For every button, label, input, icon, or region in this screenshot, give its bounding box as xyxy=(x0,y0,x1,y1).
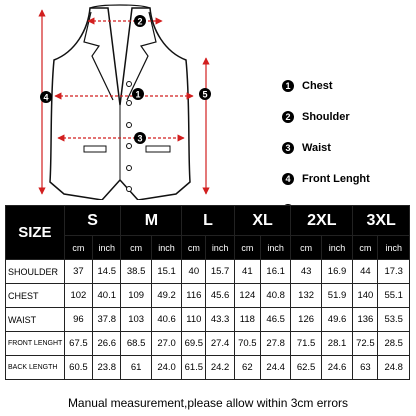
table-cell: 126 xyxy=(291,308,321,332)
table-cell: 40.8 xyxy=(260,284,290,308)
row-label: BACK LENGTH xyxy=(6,356,65,380)
size-header-l: L xyxy=(182,206,234,236)
unit-inch: inch xyxy=(206,236,234,260)
unit-cm: cm xyxy=(121,236,151,260)
row-label: SHOULDER xyxy=(6,260,65,284)
table-cell: 136 xyxy=(353,308,378,332)
table-cell: 55.1 xyxy=(378,284,410,308)
marker-chest: 1 xyxy=(135,89,141,100)
row-label: CHEST xyxy=(6,284,65,308)
table-cell: 44 xyxy=(353,260,378,284)
unit-inch: inch xyxy=(321,236,352,260)
table-cell: 24.4 xyxy=(260,356,290,380)
table-cell: 62.5 xyxy=(291,356,321,380)
table-cell: 53.5 xyxy=(378,308,410,332)
table-cell: 69.5 xyxy=(182,332,206,356)
table-cell: 109 xyxy=(121,284,151,308)
legend-number-badge: 2 xyxy=(282,111,294,123)
table-cell: 116 xyxy=(182,284,206,308)
table-cell: 41 xyxy=(234,260,260,284)
table-cell: 62 xyxy=(234,356,260,380)
table-cell: 49.6 xyxy=(321,308,352,332)
unit-inch: inch xyxy=(151,236,181,260)
table-cell: 103 xyxy=(121,308,151,332)
table-row xyxy=(6,260,410,284)
table-cell: 43.3 xyxy=(206,308,234,332)
size-header-row xyxy=(6,206,410,236)
table-cell: 110 xyxy=(182,308,206,332)
unit-header-row xyxy=(6,236,410,260)
table-cell: 27.4 xyxy=(206,332,234,356)
unit-inch: inch xyxy=(378,236,410,260)
table-cell: 23.8 xyxy=(93,356,121,380)
size-chart-table xyxy=(5,205,410,380)
legend-item-chest xyxy=(282,80,416,92)
row-label: WAIST xyxy=(6,308,65,332)
table-cell: 28.1 xyxy=(321,332,352,356)
table-cell: 40.1 xyxy=(93,284,121,308)
table-cell: 15.7 xyxy=(206,260,234,284)
legend-number-badge: 3 xyxy=(282,142,294,154)
unit-cm: cm xyxy=(64,236,92,260)
marker-front-length: 4 xyxy=(43,92,49,103)
size-table-body xyxy=(6,260,410,380)
size-header-m: M xyxy=(121,206,182,236)
size-header-s: S xyxy=(64,206,121,236)
row-label: FRONT LENGHT xyxy=(6,332,65,356)
table-cell: 27.8 xyxy=(260,332,290,356)
table-cell: 28.5 xyxy=(378,332,410,356)
unit-cm: cm xyxy=(353,236,378,260)
table-cell: 67.5 xyxy=(64,332,92,356)
marker-back-length: 5 xyxy=(202,89,208,100)
legend-number-badge: 4 xyxy=(282,173,294,185)
table-cell: 70.5 xyxy=(234,332,260,356)
table-cell: 14.5 xyxy=(93,260,121,284)
footer-note: Manual measurement,please allow within 3cm errors xyxy=(67,396,349,410)
size-corner-label: SIZE xyxy=(6,206,65,260)
table-cell: 46.5 xyxy=(260,308,290,332)
size-header-2xl: 2XL xyxy=(291,206,353,236)
legend-item-waist xyxy=(282,142,416,154)
table-cell: 27.0 xyxy=(151,332,181,356)
table-cell: 61 xyxy=(121,356,151,380)
table-cell: 16.9 xyxy=(321,260,352,284)
table-cell: 43 xyxy=(291,260,321,284)
table-cell: 63 xyxy=(353,356,378,380)
size-header-xl: XL xyxy=(234,206,291,236)
unit-cm: cm xyxy=(234,236,260,260)
table-cell: 26.6 xyxy=(93,332,121,356)
table-row xyxy=(6,356,410,380)
unit-inch: inch xyxy=(93,236,121,260)
table-cell: 118 xyxy=(234,308,260,332)
table-cell: 102 xyxy=(64,284,92,308)
table-cell: 24.0 xyxy=(151,356,181,380)
table-cell: 51.9 xyxy=(321,284,352,308)
table-cell: 38.5 xyxy=(121,260,151,284)
legend-label: Waist xyxy=(302,142,331,154)
table-cell: 124 xyxy=(234,284,260,308)
table-cell: 16.1 xyxy=(260,260,290,284)
marker-waist: 3 xyxy=(137,133,143,144)
size-header-3xl: 3XL xyxy=(353,206,410,236)
table-cell: 37 xyxy=(64,260,92,284)
table-cell: 37.8 xyxy=(93,308,121,332)
table-cell: 49.2 xyxy=(151,284,181,308)
table-cell: 72.5 xyxy=(353,332,378,356)
vest-outline xyxy=(50,5,190,200)
table-cell: 17.3 xyxy=(378,260,410,284)
table-cell: 60.5 xyxy=(64,356,92,380)
table-cell: 24.8 xyxy=(378,356,410,380)
table-cell: 132 xyxy=(291,284,321,308)
marker-shoulder: 2 xyxy=(137,16,143,27)
table-cell: 45.6 xyxy=(206,284,234,308)
table-cell: 68.5 xyxy=(121,332,151,356)
table-cell: 40 xyxy=(182,260,206,284)
legend-item-shoulder xyxy=(282,111,416,123)
legend-label: Shoulder xyxy=(302,111,350,123)
legend-label: Front Lenght xyxy=(302,173,370,185)
unit-inch: inch xyxy=(260,236,290,260)
table-cell: 40.6 xyxy=(151,308,181,332)
table-cell: 96 xyxy=(64,308,92,332)
table-cell: 140 xyxy=(353,284,378,308)
table-cell: 61.5 xyxy=(182,356,206,380)
legend-label: Chest xyxy=(302,80,333,92)
table-cell: 71.5 xyxy=(291,332,321,356)
unit-cm: cm xyxy=(182,236,206,260)
legend-item-front-length xyxy=(282,173,416,185)
legend-number-badge: 1 xyxy=(282,80,294,92)
table-row xyxy=(6,308,410,332)
unit-cm: cm xyxy=(291,236,321,260)
table-cell: 24.2 xyxy=(206,356,234,380)
table-cell: 15.1 xyxy=(151,260,181,284)
table-cell: 24.6 xyxy=(321,356,352,380)
table-row xyxy=(6,284,410,308)
table-row xyxy=(6,332,410,356)
